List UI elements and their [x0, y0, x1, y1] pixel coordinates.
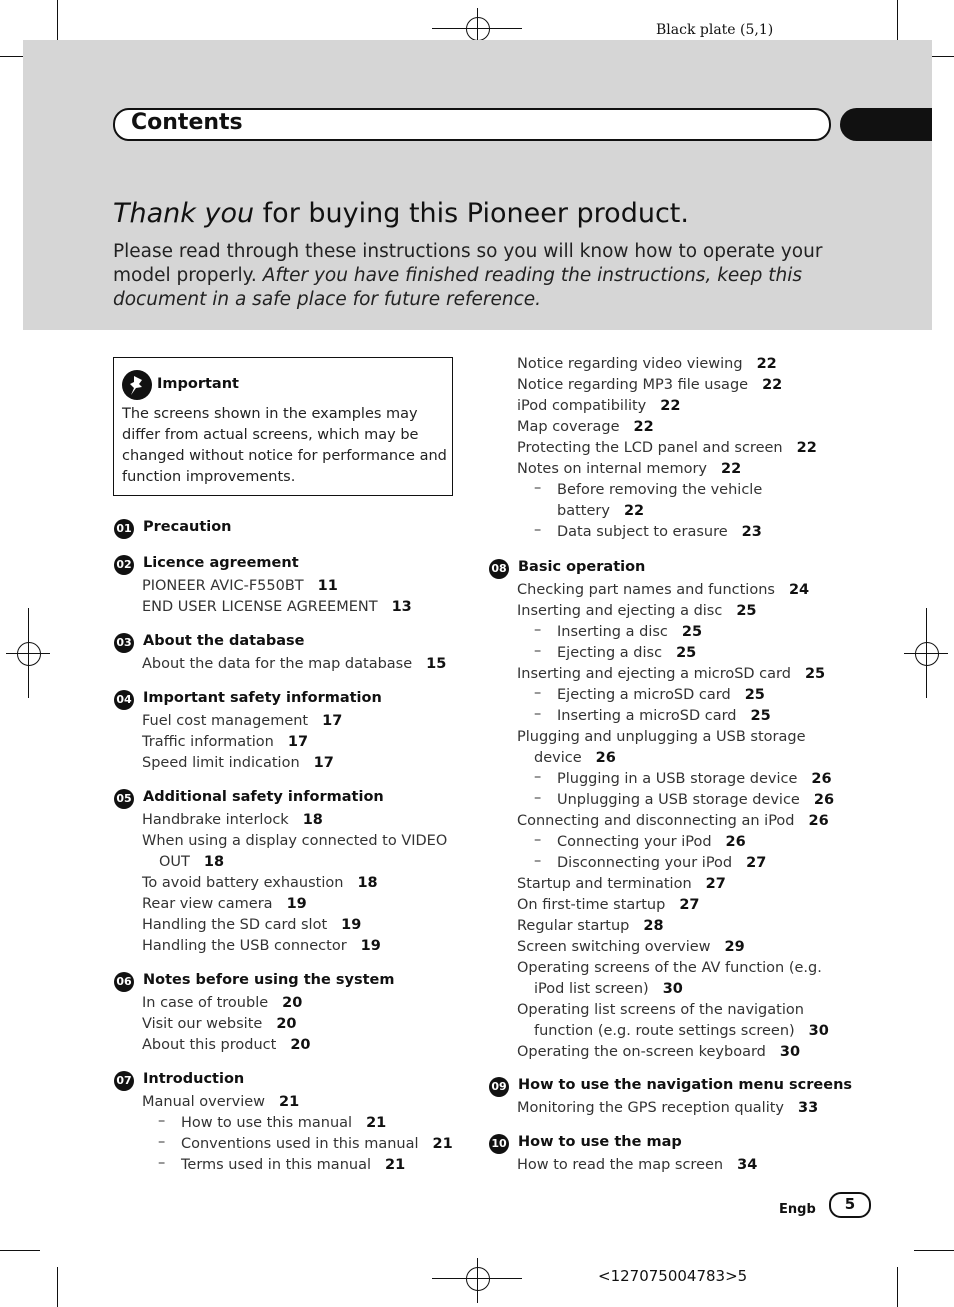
sub-item-dash: –	[534, 685, 542, 701]
toc-entry[interactable]	[142, 711, 342, 732]
toc-entry-label: On first-time startup	[517, 897, 666, 913]
toc-entry-label: Inserting a disc	[557, 624, 668, 640]
document-code: <127075004783>5	[598, 1267, 748, 1285]
toc-entry-label: Handling the SD card slot	[142, 917, 328, 933]
crop-mark	[914, 1250, 954, 1251]
toc-entry-label: Connecting your iPod	[557, 834, 712, 850]
toc-entry-page: 26	[595, 750, 616, 766]
toc-entry-label: Monitoring the GPS reception quality	[517, 1100, 784, 1116]
sub-item-dash: –	[534, 643, 542, 659]
toc-entry-page: 27	[705, 876, 726, 892]
toc-entry-label: device	[534, 750, 582, 766]
section-heading[interactable]: How to use the map	[518, 1134, 682, 1150]
toc-entry-label: iPod compatibility	[517, 398, 647, 414]
toc-entry-page: 28	[643, 918, 664, 934]
section-number-badge: 04	[114, 690, 134, 710]
toc-entry-label: Operating screens of the AV function (e.g.	[517, 960, 822, 976]
toc-entry-label: How to use this manual	[181, 1115, 353, 1131]
toc-entry-label: Handling the USB connector	[142, 938, 347, 954]
toc-entry-label: Rear view camera	[142, 896, 273, 912]
toc-entry-label: Plugging in a USB storage device	[557, 771, 798, 787]
toc-entry[interactable]	[517, 354, 777, 375]
toc-entry-label: Plugging and unplugging a USB storage	[517, 729, 806, 745]
thanks-heading	[113, 198, 689, 229]
toc-entry[interactable]	[557, 706, 771, 727]
toc-entry[interactable]	[517, 937, 745, 958]
section-number-badge: 07	[114, 1071, 134, 1091]
toc-entry-page: 25	[804, 666, 826, 682]
toc-entry[interactable]	[517, 727, 806, 748]
toc-entry-label: Speed limit indication	[142, 755, 300, 771]
toc-entry[interactable]	[517, 438, 817, 459]
section-number-badge: 06	[114, 972, 134, 992]
registration-mark	[466, 17, 490, 41]
sub-item-dash: –	[158, 1155, 166, 1171]
toc-entry-label: Data subject to erasure	[557, 524, 728, 540]
toc-entry[interactable]	[142, 597, 412, 618]
toc-entry[interactable]	[557, 643, 696, 664]
toc-entry-page: 17	[322, 713, 343, 729]
sub-item-dash: –	[534, 706, 542, 722]
crop-mark	[0, 1250, 40, 1251]
toc-entry[interactable]	[142, 1014, 297, 1035]
section-heading[interactable]: How to use the navigation menu screens	[518, 1077, 853, 1093]
section-number-badge: 09	[489, 1077, 509, 1097]
toc-entry-page: 26	[813, 792, 835, 808]
toc-entry-label: Operating list screens of the navigation	[517, 1002, 804, 1018]
toc-entry-label: Terms used in this manual	[181, 1157, 371, 1173]
toc-entry-page: 20	[276, 1016, 297, 1032]
important-text: The screens shown in the examples may differ from actual screens, which may be changed without notice for performance and function improvements.	[122, 406, 447, 485]
toc-entry-page: 25	[676, 645, 697, 661]
toc-entry[interactable]	[181, 1113, 386, 1134]
toc-entry-label: Startup and termination	[517, 876, 692, 892]
sub-item-dash: –	[534, 769, 542, 785]
toc-entry-label: Protecting the LCD panel and screen	[517, 440, 783, 456]
pin-icon	[122, 370, 152, 400]
toc-entry[interactable]	[517, 1098, 818, 1119]
toc-entry[interactable]	[142, 753, 334, 774]
toc-entry-page: 22	[623, 503, 645, 519]
crop-mark	[57, 1267, 58, 1307]
toc-entry[interactable]	[517, 811, 829, 832]
toc-entry-page: 17	[287, 734, 309, 750]
section-heading[interactable]: About the database	[143, 633, 305, 649]
toc-entry[interactable]	[557, 480, 762, 501]
toc-entry[interactable]	[557, 501, 644, 522]
toc-entry-page: 22	[721, 461, 742, 477]
toc-entry[interactable]	[517, 1155, 757, 1176]
toc-entry[interactable]	[557, 769, 832, 790]
toc-entry-label: Traffic information	[142, 734, 274, 750]
toc-entry-label: To avoid battery exhaustion	[142, 875, 344, 891]
toc-entry-label: Unplugging a USB storage device	[557, 792, 800, 808]
toc-entry-label: Inserting a microSD card	[557, 708, 737, 724]
sub-item-dash: –	[158, 1134, 166, 1150]
toc-entry[interactable]	[517, 958, 822, 979]
thanks-italic: Thank you	[113, 198, 255, 229]
toc-entry-page: 20	[282, 995, 303, 1011]
section-number-badge: 05	[114, 789, 134, 809]
toc-entry-page: 21	[432, 1136, 453, 1152]
toc-entry[interactable]	[142, 873, 378, 894]
toc-entry-page: 22	[660, 398, 681, 414]
toc-entry[interactable]	[142, 810, 323, 831]
toc-entry-page: 22	[633, 419, 654, 435]
toc-entry-label: Handbrake interlock	[142, 812, 289, 828]
intro-italic: After you have finished reading the instructions, keep this document in a safe place for future reference.	[113, 265, 803, 310]
section-number-badge: 08	[489, 559, 509, 579]
toc-entry[interactable]	[181, 1134, 453, 1155]
toc-entry[interactable]	[534, 1021, 829, 1042]
sub-item-dash: –	[534, 790, 542, 806]
toc-entry-label: Connecting and disconnecting an iPod	[517, 813, 795, 829]
toc-entry-label: Disconnecting your iPod	[557, 855, 733, 871]
crop-mark	[0, 56, 24, 57]
toc-entry[interactable]	[517, 375, 782, 396]
sub-item-dash: –	[534, 480, 542, 496]
toc-entry[interactable]	[142, 894, 307, 915]
language-label: Engb	[779, 1202, 816, 1217]
toc-entry[interactable]	[142, 1035, 311, 1056]
section-number-badge: 02	[114, 555, 134, 575]
toc-entry-page: 17	[313, 755, 334, 771]
toc-entry[interactable]	[517, 916, 664, 937]
toc-entry-label: Fuel cost management	[142, 713, 309, 729]
toc-entry-label: Manual overview	[142, 1094, 266, 1110]
toc-entry[interactable]	[517, 874, 726, 895]
toc-entry[interactable]	[534, 748, 616, 769]
toc-entry-label: Notice regarding video viewing	[517, 356, 743, 372]
toc-entry-label: Map coverage	[517, 419, 620, 435]
toc-entry-page: 25	[736, 603, 757, 619]
sub-item-dash: –	[534, 522, 542, 538]
toc-entry-page: 21	[366, 1115, 387, 1131]
toc-entry-label: Inserting and ejecting a microSD card	[517, 666, 791, 682]
toc-entry-page: 15	[426, 656, 447, 672]
toc-entry[interactable]	[181, 1155, 405, 1176]
section-number-badge: 01	[114, 519, 134, 539]
toc-entry-page: 18	[203, 854, 225, 870]
toc-entry-page: 33	[798, 1100, 819, 1116]
section-heading[interactable]: Precaution	[143, 519, 232, 535]
toc-entry-page: 23	[741, 524, 762, 540]
toc-entry-label: Screen switching overview	[517, 939, 711, 955]
toc-entry[interactable]	[142, 831, 447, 852]
toc-entry-page: 13	[391, 599, 412, 615]
toc-entry-page: 20	[290, 1037, 311, 1053]
toc-entry-page: 24	[788, 582, 810, 598]
toc-entry-page: 30	[779, 1044, 801, 1060]
toc-entry-label: About this product	[142, 1037, 277, 1053]
intro-normal: Please read through these instructions so you will know how to operate your model properly.	[113, 241, 823, 286]
toc-entry-page: 29	[724, 939, 745, 955]
toc-entry-label: Notice regarding MP3 file usage	[517, 377, 749, 393]
toc-entry-label: How to read the map screen	[517, 1157, 724, 1173]
toc-entry-label: Ejecting a disc	[557, 645, 663, 661]
toc-entry[interactable]	[142, 993, 302, 1014]
section-heading[interactable]: Basic operation	[518, 559, 646, 575]
toc-entry[interactable]	[557, 622, 702, 643]
toc-entry-page: 19	[341, 917, 362, 933]
toc-entry-page: 25	[681, 624, 703, 640]
section-number-badge: 03	[114, 633, 134, 653]
important-title: Important	[157, 376, 239, 392]
toc-entry-page: 30	[808, 1023, 829, 1039]
section-heading[interactable]: Notes before using the system	[143, 972, 395, 988]
toc-entry[interactable]	[517, 1042, 800, 1063]
sub-item-dash: –	[158, 1113, 166, 1129]
toc-entry[interactable]	[517, 580, 809, 601]
toc-entry-page: 25	[744, 687, 765, 703]
section-number-badge: 10	[489, 1134, 509, 1154]
toc-entry[interactable]	[517, 1000, 804, 1021]
registration-mark	[915, 642, 939, 666]
toc-entry-label: OUT	[159, 854, 190, 870]
crop-mark	[932, 56, 954, 57]
toc-entry-label: Visit our website	[142, 1016, 263, 1032]
toc-entry-label: Conventions used in this manual	[181, 1136, 419, 1152]
toc-entry-page: 26	[808, 813, 829, 829]
toc-entry-label: Ejecting a microSD card	[557, 687, 731, 703]
toc-entry[interactable]	[142, 654, 446, 675]
sub-item-dash: –	[534, 622, 542, 638]
toc-entry-page: 22	[796, 440, 817, 456]
toc-entry[interactable]	[557, 790, 834, 811]
toc-entry-page: 21	[279, 1094, 300, 1110]
toc-entry[interactable]	[517, 459, 741, 480]
toc-entry-label: About the data for the map database	[142, 656, 413, 672]
toc-entry[interactable]	[142, 576, 338, 597]
toc-entry[interactable]	[142, 936, 381, 957]
toc-entry-page: 30	[662, 981, 683, 997]
toc-entry[interactable]	[557, 832, 746, 853]
toc-entry[interactable]	[517, 895, 700, 916]
toc-entry-label: function (e.g. route settings screen)	[534, 1023, 795, 1039]
toc-entry[interactable]	[517, 396, 680, 417]
section-heading[interactable]: Additional safety information	[143, 789, 384, 805]
toc-entry[interactable]	[557, 853, 766, 874]
toc-entry-page: 34	[737, 1157, 758, 1173]
toc-entry[interactable]	[557, 685, 765, 706]
toc-entry-page: 21	[385, 1157, 406, 1173]
contents-title: Contents	[131, 110, 243, 135]
toc-entry-page: 27	[746, 855, 767, 871]
section-heading[interactable]: Introduction	[143, 1071, 245, 1087]
section-heading[interactable]: Important safety information	[143, 690, 382, 706]
toc-entry[interactable]	[159, 852, 224, 873]
toc-entry-label: Regular startup	[517, 918, 630, 934]
toc-entry-label: END USER LICENSE AGREEMENT	[142, 599, 378, 615]
crop-mark	[57, 0, 58, 40]
registration-mark	[17, 642, 41, 666]
section-heading[interactable]: Licence agreement	[143, 555, 299, 571]
sub-item-dash: –	[534, 853, 542, 869]
toc-entry-label: PIONEER AVIC-F550BT	[142, 578, 304, 594]
toc-entry[interactable]	[517, 664, 825, 685]
toc-entry-label: In case of trouble	[142, 995, 269, 1011]
toc-entry-label: iPod list screen)	[534, 981, 649, 997]
toc-entry-label: Operating the on-screen keyboard	[517, 1044, 766, 1060]
toc-entry-page: 26	[725, 834, 746, 850]
toc-entry[interactable]	[142, 732, 308, 753]
page-number: 5	[844, 1195, 856, 1213]
toc-entry[interactable]	[142, 915, 361, 936]
toc-entry-page: 22	[756, 356, 777, 372]
toc-entry-page: 19	[286, 896, 307, 912]
toc-entry-label: Before removing the vehicle	[557, 482, 763, 498]
toc-entry-page: 18	[302, 812, 323, 828]
toc-entry[interactable]	[557, 522, 762, 543]
toc-entry[interactable]	[142, 1092, 299, 1113]
toc-entry-page: 27	[679, 897, 700, 913]
toc-entry-label: Notes on internal memory	[517, 461, 707, 477]
toc-entry-label: Inserting and ejecting a disc	[517, 603, 723, 619]
intro-paragraph	[113, 240, 843, 312]
plate-label: Black plate (5,1)	[656, 22, 774, 38]
toc-entry[interactable]	[517, 601, 757, 622]
sub-item-dash: –	[534, 832, 542, 848]
toc-entry-page: 19	[360, 938, 381, 954]
toc-entry-label: When using a display connected to VIDEO	[142, 833, 448, 849]
thanks-rest: for buying this Pioneer product.	[254, 198, 689, 229]
toc-entry-page: 25	[750, 708, 771, 724]
toc-entry-page: 18	[357, 875, 378, 891]
toc-entry-label: Checking part names and functions	[517, 582, 775, 598]
toc-entry[interactable]	[534, 979, 683, 1000]
toc-entry-page: 22	[762, 377, 783, 393]
section-tab	[840, 108, 932, 141]
toc-entry-label: battery	[557, 503, 610, 519]
crop-mark	[897, 0, 898, 40]
crop-mark	[897, 1267, 898, 1307]
toc-entry-page: 26	[811, 771, 832, 787]
toc-entry[interactable]	[517, 417, 654, 438]
registration-mark	[466, 1267, 490, 1291]
toc-entry-page: 11	[317, 578, 338, 594]
